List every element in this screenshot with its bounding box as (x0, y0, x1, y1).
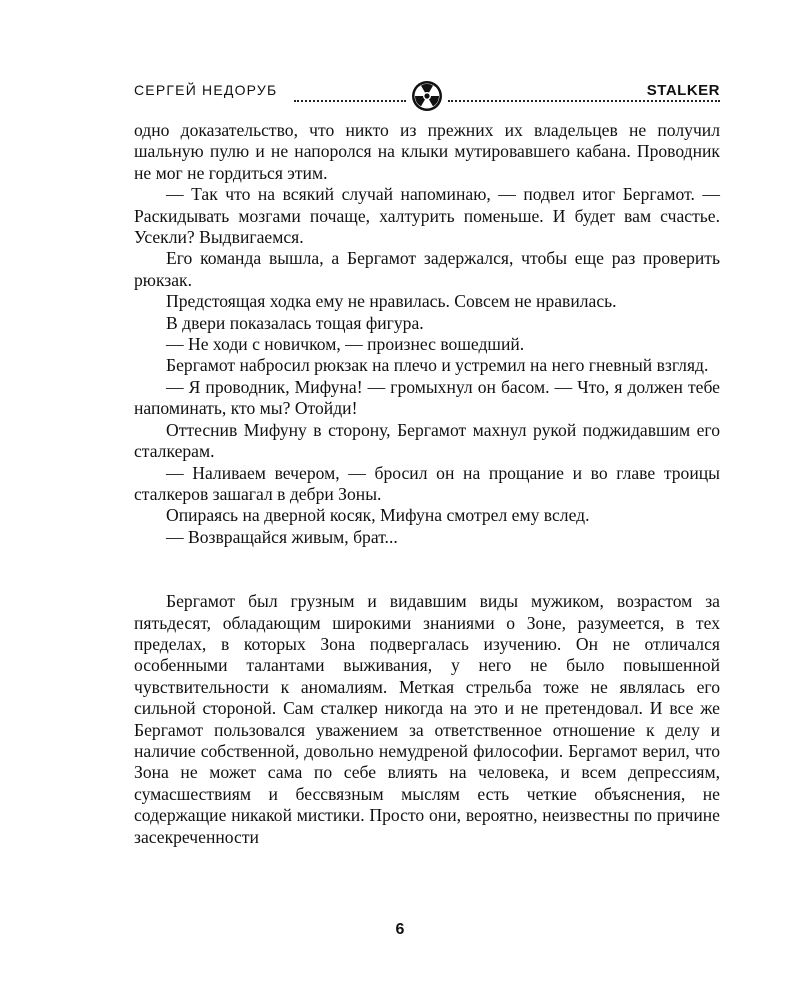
page-number: 6 (395, 921, 405, 938)
book-page (134, 78, 720, 848)
running-header (134, 78, 720, 108)
body-text (134, 120, 720, 848)
paragraph: Предстоящая ходка ему не нравилась. Совсем не нравилась. (166, 291, 617, 312)
paragraph: В двери показалась тощая фигура. (166, 312, 424, 333)
header-dotted-rule-right (448, 100, 720, 102)
paragraph: Оттеснив Мифуну в сторону, Бергамот махнул рукой поджидавшим его сталкерам. (134, 419, 720, 462)
header-series-title: STALKER (646, 82, 720, 99)
paragraph: одно доказательство, что никто из прежних их владельцев не получил шальную пулю и не напоролся на клыки мутировавшего кабана. Проводник не мог не гордиться этим. (134, 120, 720, 183)
paragraph: — Так что на всякий случай напоминаю, — подвел итог Бергамот. — Раскидывать мозгами почаще, халтурить поменьше. И будет вам счастье. Усекли? Выдвигаемся. (134, 184, 720, 248)
paragraph: Бергамот был грузным и видавшим виды мужиком, возрастом за пятьдесят, обладающим широкими знаниями о Зоне, разумеется, в тех пределах, в которых Зона подвергалась изучению. Он не отличался особенными талантами выживания, у него не было повышенной чувствительности к аномалиям. Меткая стрельба тоже не являлась его сильной стороной. Сам сталкер никогда на это и не претендовал. И все же Бергамот пользовался уважением за ответственное отношение к делу и наличие собственной, довольно немудреной философии. Бергамот верил, что Зона не может сама по себе влиять на человека, и всем депрессиям, сумасшествиям и бессвязным мыслям есть четкие объяснения, не содержащие никакой мистики. Просто они, вероятно, неизвестны по причине засекреченности (134, 591, 720, 847)
paragraph: Бергамот набросил рюкзак на плечо и устремил на него гневный взгляд. (166, 355, 709, 376)
paragraph: — Наливаем вечером, — бросил он на прощание и во главе троицы сталкеров зашагал в дебри Зоны. (134, 462, 720, 504)
header-dotted-rule-left (294, 100, 406, 102)
paragraph: — Не ходи с новичком, — произнес вошедший. (166, 334, 525, 355)
radiation-hazard-icon (411, 80, 443, 112)
paragraph: Опираясь на дверной косяк, Мифуна смотрел ему вслед. (166, 505, 590, 526)
paragraph: Его команда вышла, а Бергамот задержался, чтобы еще раз проверить рюкзак. (134, 248, 720, 290)
paragraph: — Возвращайся живым, брат... (166, 526, 398, 547)
header-author: СЕРГЕЙ НЕДОРУБ (134, 82, 278, 98)
section-break (134, 548, 720, 591)
paragraph: — Я проводник, Мифуна! — громыхнул он басом. — Что, я должен тебе напоминать, кто мы? Отойди! (134, 376, 720, 419)
